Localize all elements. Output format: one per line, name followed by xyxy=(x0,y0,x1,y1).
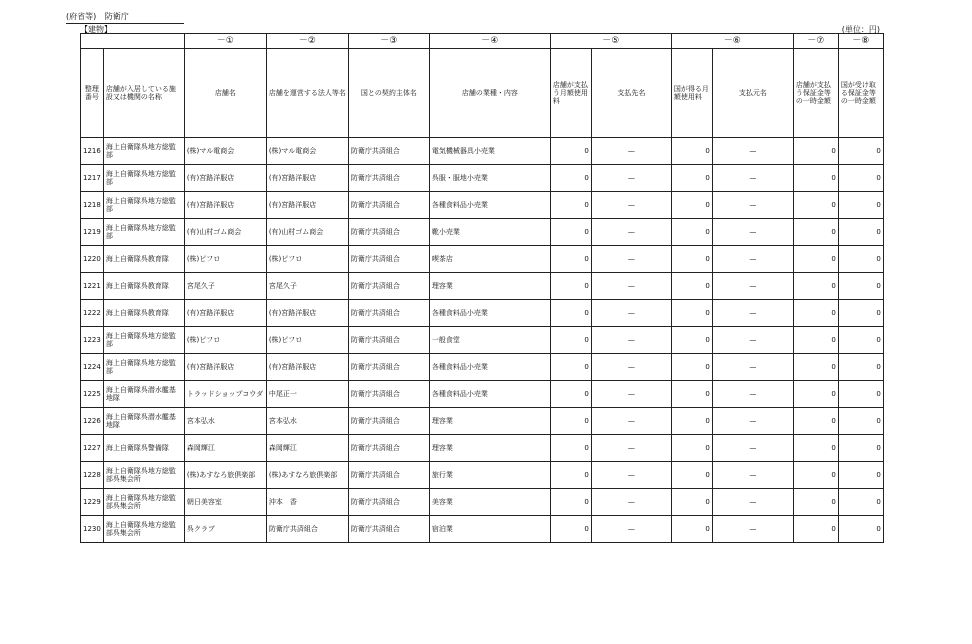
cell-facility: 海上自衛隊呉地方総監部 xyxy=(103,219,184,246)
cell-facility: 海上自衛隊呉地方総監部 xyxy=(103,192,184,219)
cell-payer: — xyxy=(712,219,793,246)
cell-shop: (株)あすなろ旅倶楽部 xyxy=(184,462,266,489)
cell-business: 電気機械器具小売業 xyxy=(429,138,550,165)
cell-business: 各種食料品小売業 xyxy=(429,381,550,408)
header-monthly-fee-received: 国が得る月額使用料 xyxy=(671,49,712,138)
cell-no: 1229 xyxy=(81,489,104,516)
table-row xyxy=(81,246,884,273)
cell-monthly-fee-received: 0 xyxy=(671,381,712,408)
table-row xyxy=(81,165,884,192)
cell-operator: 沖本 香 xyxy=(266,489,348,516)
table-row xyxy=(81,138,884,165)
cell-shop: (株)マル電商会 xyxy=(184,138,266,165)
cell-contractor: 防衛庁共済組合 xyxy=(348,165,429,192)
cell-payer: — xyxy=(712,138,793,165)
cell-deposit-received: 0 xyxy=(838,516,883,543)
cell-operator: (有)宮路洋服店 xyxy=(266,192,348,219)
cell-deposit-paid: 0 xyxy=(793,246,838,273)
cell-monthly-fee-paid: 0 xyxy=(550,246,591,273)
cell-deposit-received: 0 xyxy=(838,138,883,165)
cell-monthly-fee-received: 0 xyxy=(671,192,712,219)
cell-business: 理容業 xyxy=(429,408,550,435)
cell-no: 1217 xyxy=(81,165,104,192)
cell-deposit-paid: 0 xyxy=(793,408,838,435)
cell-deposit-received: 0 xyxy=(838,192,883,219)
header-deposit-received: 国が受け取る保証金等の一時金額 xyxy=(838,49,883,138)
cell-contractor: 防衛庁共済組合 xyxy=(348,138,429,165)
column-number: －⑥ xyxy=(671,34,793,49)
cell-deposit-paid: 0 xyxy=(793,516,838,543)
cell-payer: — xyxy=(712,462,793,489)
header-paid-to: 支払先名 xyxy=(591,49,671,138)
column-number: －③ xyxy=(348,34,429,49)
cell-monthly-fee-received: 0 xyxy=(671,219,712,246)
cell-paid-to: — xyxy=(591,219,671,246)
header-payer: 支払元名 xyxy=(712,49,793,138)
cell-shop: (株)ピフロ xyxy=(184,327,266,354)
cell-deposit-paid: 0 xyxy=(793,327,838,354)
cell-paid-to: — xyxy=(591,354,671,381)
cell-paid-to: — xyxy=(591,246,671,273)
cell-no: 1228 xyxy=(81,462,104,489)
header-deposit-paid: 店舗が支払う保証金等の一時金額 xyxy=(793,49,838,138)
cell-no: 1226 xyxy=(81,408,104,435)
cell-deposit-paid: 0 xyxy=(793,489,838,516)
table-row xyxy=(81,192,884,219)
table-row xyxy=(81,219,884,246)
cell-deposit-received: 0 xyxy=(838,300,883,327)
cell-contractor: 防衛庁共済組合 xyxy=(348,435,429,462)
cell-facility: 海上自衛隊呉教育隊 xyxy=(103,246,184,273)
cell-operator: 宮尾久子 xyxy=(266,273,348,300)
cell-contractor: 防衛庁共済組合 xyxy=(348,273,429,300)
cell-no: 1230 xyxy=(81,516,104,543)
cell-deposit-received: 0 xyxy=(838,165,883,192)
cell-payer: — xyxy=(712,327,793,354)
cell-monthly-fee-paid: 0 xyxy=(550,462,591,489)
cell-paid-to: — xyxy=(591,381,671,408)
cell-deposit-paid: 0 xyxy=(793,192,838,219)
cell-paid-to: — xyxy=(591,273,671,300)
category-label: 【建物】 xyxy=(80,25,112,34)
cell-contractor: 防衛庁共済組合 xyxy=(348,246,429,273)
cell-deposit-received: 0 xyxy=(838,273,883,300)
cell-monthly-fee-received: 0 xyxy=(671,354,712,381)
cell-facility: 海上自衛隊呉潜水艦基地隊 xyxy=(103,381,184,408)
cell-monthly-fee-paid: 0 xyxy=(550,165,591,192)
header-business: 店舗の業種・内容 xyxy=(429,49,550,138)
cell-deposit-received: 0 xyxy=(838,435,883,462)
cell-deposit-paid: 0 xyxy=(793,300,838,327)
ministry-line xyxy=(66,11,184,24)
cell-shop: (有)山村ゴム商会 xyxy=(184,219,266,246)
cell-deposit-paid: 0 xyxy=(793,381,838,408)
cell-shop: 朝日美容室 xyxy=(184,489,266,516)
cell-payer: — xyxy=(712,381,793,408)
cell-payer: — xyxy=(712,273,793,300)
cell-facility: 海上自衛隊呉潜水艦基地隊 xyxy=(103,408,184,435)
cell-operator: 森岡輝江 xyxy=(266,435,348,462)
cell-operator: (株)あすなろ旅倶楽部 xyxy=(266,462,348,489)
table-row xyxy=(81,381,884,408)
cell-contractor: 防衛庁共済組合 xyxy=(348,408,429,435)
ministry-label: (府省等) xyxy=(66,12,97,21)
column-number: －⑦ xyxy=(793,34,838,49)
cell-monthly-fee-paid: 0 xyxy=(550,300,591,327)
cell-deposit-paid: 0 xyxy=(793,165,838,192)
cell-facility: 海上自衛隊呉地方総監部 xyxy=(103,165,184,192)
table-row xyxy=(81,354,884,381)
table-row xyxy=(81,408,884,435)
shop-table xyxy=(80,33,884,543)
cell-facility: 海上自衛隊呉地方総監部呉集会所 xyxy=(103,489,184,516)
cell-no: 1219 xyxy=(81,219,104,246)
cell-monthly-fee-received: 0 xyxy=(671,327,712,354)
cell-shop: 宮本弘水 xyxy=(184,408,266,435)
cell-paid-to: — xyxy=(591,489,671,516)
table-row xyxy=(81,462,884,489)
cell-no: 1220 xyxy=(81,246,104,273)
cell-operator: (株)マル電商会 xyxy=(266,138,348,165)
cell-business: 各種食料品小売業 xyxy=(429,300,550,327)
cell-operator: (株)ピフロ xyxy=(266,246,348,273)
column-number-blank xyxy=(81,34,185,49)
cell-shop: (有)宮路洋服店 xyxy=(184,300,266,327)
header-facility: 店舗が入居している施設又は機関の名称 xyxy=(103,49,184,138)
cell-operator: (有)宮路洋服店 xyxy=(266,300,348,327)
table-row xyxy=(81,300,884,327)
cell-shop: 呉クラブ xyxy=(184,516,266,543)
header-contractor: 国との契約主体名 xyxy=(348,49,429,138)
cell-business: 呉服・服地小売業 xyxy=(429,165,550,192)
cell-contractor: 防衛庁共済組合 xyxy=(348,354,429,381)
cell-monthly-fee-paid: 0 xyxy=(550,381,591,408)
cell-deposit-received: 0 xyxy=(838,219,883,246)
cell-payer: — xyxy=(712,192,793,219)
cell-business: 一般食堂 xyxy=(429,327,550,354)
table-row xyxy=(81,435,884,462)
cell-no: 1223 xyxy=(81,327,104,354)
cell-deposit-paid: 0 xyxy=(793,435,838,462)
cell-facility: 海上自衛隊呉警備隊 xyxy=(103,435,184,462)
cell-operator: 宮本弘水 xyxy=(266,408,348,435)
column-number-row xyxy=(81,34,884,49)
cell-business: 旅行業 xyxy=(429,462,550,489)
cell-business: 理容業 xyxy=(429,273,550,300)
cell-deposit-received: 0 xyxy=(838,489,883,516)
cell-paid-to: — xyxy=(591,165,671,192)
cell-paid-to: — xyxy=(591,192,671,219)
cell-payer: — xyxy=(712,165,793,192)
cell-payer: — xyxy=(712,489,793,516)
cell-shop: 森岡輝江 xyxy=(184,435,266,462)
cell-deposit-received: 0 xyxy=(838,381,883,408)
cell-paid-to: — xyxy=(591,435,671,462)
cell-monthly-fee-paid: 0 xyxy=(550,327,591,354)
cell-paid-to: — xyxy=(591,327,671,354)
cell-deposit-received: 0 xyxy=(838,462,883,489)
cell-monthly-fee-paid: 0 xyxy=(550,354,591,381)
cell-monthly-fee-received: 0 xyxy=(671,138,712,165)
cell-payer: — xyxy=(712,300,793,327)
cell-paid-to: — xyxy=(591,300,671,327)
cell-business: 宿泊業 xyxy=(429,516,550,543)
column-number: －④ xyxy=(429,34,550,49)
cell-paid-to: — xyxy=(591,516,671,543)
cell-monthly-fee-paid: 0 xyxy=(550,408,591,435)
cell-contractor: 防衛庁共済組合 xyxy=(348,327,429,354)
cell-monthly-fee-paid: 0 xyxy=(550,489,591,516)
cell-no: 1216 xyxy=(81,138,104,165)
column-number: －① xyxy=(184,34,266,49)
cell-deposit-received: 0 xyxy=(838,408,883,435)
cell-deposit-paid: 0 xyxy=(793,219,838,246)
cell-no: 1225 xyxy=(81,381,104,408)
cell-facility: 海上自衛隊呉教育隊 xyxy=(103,300,184,327)
header-operator: 店舗を運営する法人等名 xyxy=(266,49,348,138)
cell-payer: — xyxy=(712,435,793,462)
cell-monthly-fee-received: 0 xyxy=(671,273,712,300)
cell-no: 1222 xyxy=(81,300,104,327)
cell-facility: 海上自衛隊呉地方総監部 xyxy=(103,327,184,354)
cell-operator: (株)ピフロ xyxy=(266,327,348,354)
header-no: 整理番号 xyxy=(81,49,104,138)
cell-business: 各種食料品小売業 xyxy=(429,192,550,219)
cell-monthly-fee-paid: 0 xyxy=(550,516,591,543)
cell-deposit-paid: 0 xyxy=(793,273,838,300)
header-monthly-fee-paid: 店舗が支払う月額使用料 xyxy=(550,49,591,138)
table-row xyxy=(81,327,884,354)
cell-monthly-fee-received: 0 xyxy=(671,408,712,435)
cell-monthly-fee-received: 0 xyxy=(671,300,712,327)
cell-contractor: 防衛庁共済組合 xyxy=(348,192,429,219)
cell-shop: 宮尾久子 xyxy=(184,273,266,300)
cell-facility: 海上自衛隊呉地方総監部 xyxy=(103,138,184,165)
cell-contractor: 防衛庁共済組合 xyxy=(348,219,429,246)
column-number: －⑤ xyxy=(550,34,671,49)
cell-contractor: 防衛庁共済組合 xyxy=(348,516,429,543)
cell-operator: (有)宮路洋服店 xyxy=(266,354,348,381)
cell-facility: 海上自衛隊呉教育隊 xyxy=(103,273,184,300)
cell-monthly-fee-received: 0 xyxy=(671,165,712,192)
column-header-row xyxy=(81,49,884,138)
table-row xyxy=(81,273,884,300)
cell-paid-to: — xyxy=(591,462,671,489)
cell-shop: (有)宮路洋服店 xyxy=(184,192,266,219)
cell-deposit-paid: 0 xyxy=(793,138,838,165)
cell-facility: 海上自衛隊呉地方総監部呉集会所 xyxy=(103,462,184,489)
cell-business: 理容業 xyxy=(429,435,550,462)
cell-payer: — xyxy=(712,516,793,543)
cell-monthly-fee-received: 0 xyxy=(671,462,712,489)
cell-contractor: 防衛庁共済組合 xyxy=(348,300,429,327)
cell-no: 1227 xyxy=(81,435,104,462)
cell-facility: 海上自衛隊呉地方総監部 xyxy=(103,354,184,381)
cell-no: 1224 xyxy=(81,354,104,381)
cell-payer: — xyxy=(712,246,793,273)
cell-paid-to: — xyxy=(591,408,671,435)
cell-operator: (有)宮路洋服店 xyxy=(266,165,348,192)
ministry-name: 防衛庁 xyxy=(104,12,129,21)
cell-shop: (株)ピフロ xyxy=(184,246,266,273)
cell-operator: 防衛庁共済組合 xyxy=(266,516,348,543)
cell-monthly-fee-received: 0 xyxy=(671,489,712,516)
cell-shop: トラッドショップコウダ xyxy=(184,381,266,408)
header-shop: 店舗名 xyxy=(184,49,266,138)
cell-business: 靴小売業 xyxy=(429,219,550,246)
cell-monthly-fee-paid: 0 xyxy=(550,273,591,300)
table-row xyxy=(81,516,884,543)
cell-business: 喫茶店 xyxy=(429,246,550,273)
cell-monthly-fee-received: 0 xyxy=(671,516,712,543)
cell-paid-to: — xyxy=(591,138,671,165)
cell-monthly-fee-paid: 0 xyxy=(550,192,591,219)
cell-contractor: 防衛庁共済組合 xyxy=(348,381,429,408)
cell-monthly-fee-paid: 0 xyxy=(550,138,591,165)
unit-label: (単位：円) xyxy=(841,25,880,34)
cell-monthly-fee-received: 0 xyxy=(671,246,712,273)
column-number: －⑧ xyxy=(838,34,883,49)
cell-shop: (有)宮路洋服店 xyxy=(184,165,266,192)
cell-payer: — xyxy=(712,408,793,435)
cell-deposit-received: 0 xyxy=(838,354,883,381)
cell-no: 1221 xyxy=(81,273,104,300)
cell-shop: (有)宮路洋服店 xyxy=(184,354,266,381)
cell-no: 1218 xyxy=(81,192,104,219)
column-number: －② xyxy=(266,34,348,49)
cell-deposit-paid: 0 xyxy=(793,354,838,381)
cell-payer: — xyxy=(712,354,793,381)
cell-monthly-fee-paid: 0 xyxy=(550,435,591,462)
cell-deposit-received: 0 xyxy=(838,327,883,354)
cell-monthly-fee-paid: 0 xyxy=(550,219,591,246)
cell-contractor: 防衛庁共済組合 xyxy=(348,462,429,489)
cell-operator: 中尾正一 xyxy=(266,381,348,408)
cell-facility: 海上自衛隊呉地方総監部呉集会所 xyxy=(103,516,184,543)
cell-business: 美容業 xyxy=(429,489,550,516)
cell-monthly-fee-received: 0 xyxy=(671,435,712,462)
cell-contractor: 防衛庁共済組合 xyxy=(348,489,429,516)
cell-operator: (有)山村ゴム商会 xyxy=(266,219,348,246)
cell-deposit-paid: 0 xyxy=(793,462,838,489)
cell-deposit-received: 0 xyxy=(838,246,883,273)
cell-business: 各種食料品小売業 xyxy=(429,354,550,381)
table-row xyxy=(81,489,884,516)
